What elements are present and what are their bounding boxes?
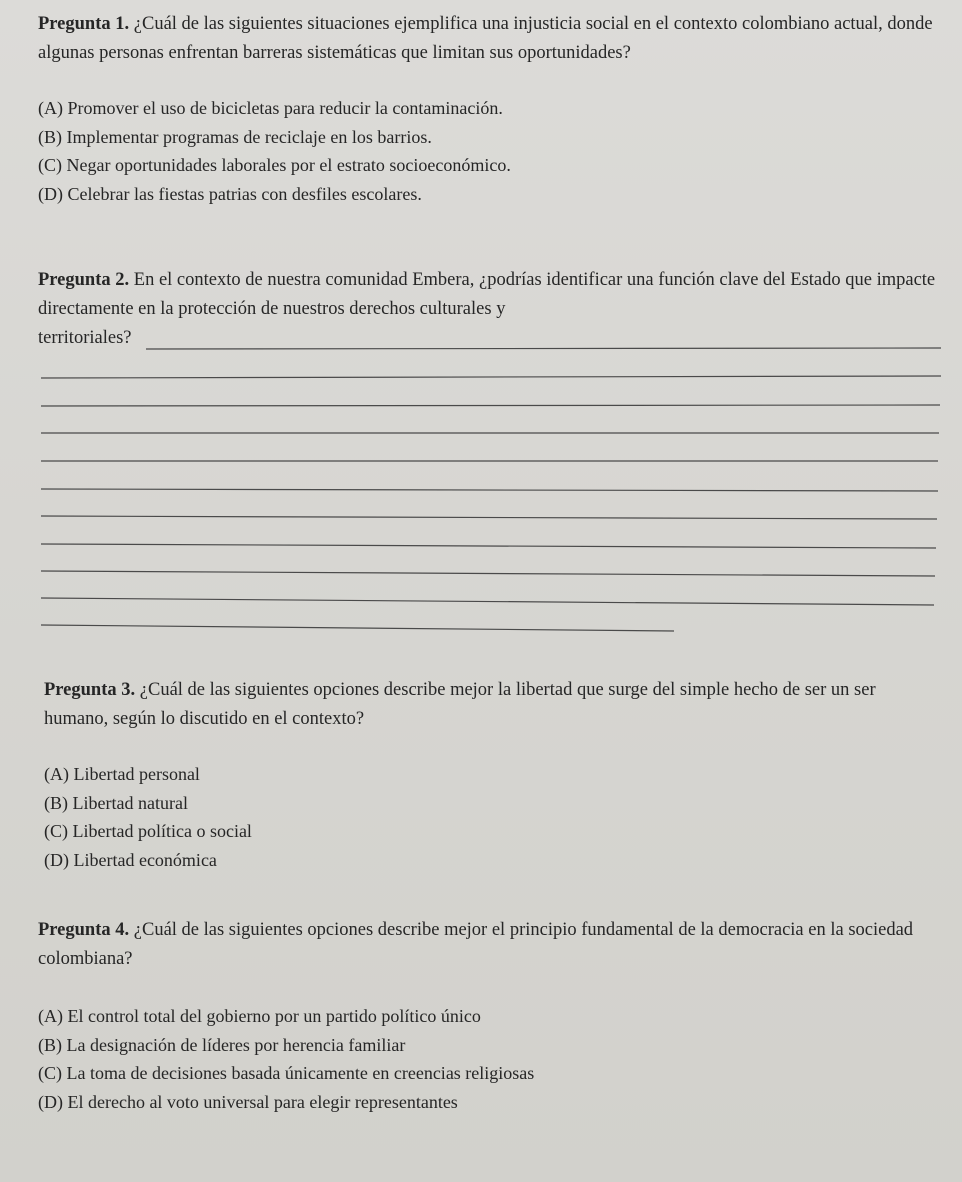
question-3-option-b[interactable]: (B) Libertad natural xyxy=(44,792,188,813)
question-4-options xyxy=(38,1002,942,1116)
answer-line-9[interactable] xyxy=(41,571,935,576)
answer-lines-svg xyxy=(38,325,942,645)
question-3-option-d[interactable]: (D) Libertad económica xyxy=(44,849,217,870)
question-2-text: En el contexto de nuestra comunidad Embera, ¿podrías identificar una función clave del Estado que impacte directamente en la protección de nuestros derechos culturales y xyxy=(38,270,936,319)
answer-line-2[interactable] xyxy=(41,376,941,378)
question-2-text-tail: territoriales? xyxy=(38,328,132,348)
question-3-number: Pregunta 3. xyxy=(44,680,136,700)
answer-line-8[interactable] xyxy=(41,544,936,548)
question-1-text: ¿Cuál de las siguientes situaciones ejemplifica una injusticia social en el contexto colombiano actual, donde algunas personas enfrentan barreras sistemáticas que limitan sus oportunidades? xyxy=(38,14,933,63)
question-3-text: ¿Cuál de las siguientes opciones describe mejor la libertad que surge del simple hecho de ser un ser humano, según lo discutido en el contexto? xyxy=(44,680,876,729)
answer-line-6[interactable] xyxy=(41,489,938,491)
question-1-options xyxy=(38,94,942,208)
question-1-option-d[interactable]: (D) Celebrar las fiestas patrias con desfiles escolares. xyxy=(38,183,422,204)
question-1 xyxy=(38,10,942,208)
question-4-stem xyxy=(38,916,942,974)
question-1-number: Pregunta 1. xyxy=(38,14,130,34)
question-1-option-a[interactable]: (A) Promover el uso de bicicletas para reducir la contaminación. xyxy=(38,98,503,118)
question-3-stem xyxy=(44,676,942,734)
question-2-number: Pregunta 2. xyxy=(38,270,130,290)
question-1-option-b[interactable]: (B) Implementar programas de reciclaje en los barrios. xyxy=(38,126,432,147)
question-4-option-b[interactable]: (B) La designación de líderes por herencia familiar xyxy=(38,1034,406,1055)
question-4-text: ¿Cuál de las siguientes opciones describe mejor el principio fundamental de la democracia en la sociedad colombiana? xyxy=(38,920,914,969)
question-2-answer-area[interactable] xyxy=(38,325,942,645)
question-1-option-c[interactable]: (C) Negar oportunidades laborales por el estrato socioeconómico. xyxy=(38,155,511,175)
question-4-option-d[interactable]: (D) El derecho al voto universal para elegir representantes xyxy=(38,1091,458,1112)
answer-line-1[interactable] xyxy=(146,348,941,349)
question-4 xyxy=(38,916,942,1116)
answer-line-10[interactable] xyxy=(41,598,934,605)
question-4-number: Pregunta 4. xyxy=(38,920,130,940)
answer-line-11[interactable] xyxy=(41,625,674,631)
question-3-option-a[interactable]: (A) Libertad personal xyxy=(44,764,200,784)
question-3 xyxy=(44,676,942,874)
answer-line-3[interactable] xyxy=(41,405,940,406)
question-3-options xyxy=(44,760,942,874)
answer-line-7[interactable] xyxy=(41,516,937,519)
question-4-option-a[interactable]: (A) El control total del gobierno por un partido político único xyxy=(38,1006,481,1026)
question-4-option-c[interactable]: (C) La toma de decisiones basada únicamente en creencias religiosas xyxy=(38,1063,535,1083)
question-3-option-c[interactable]: (C) Libertad política o social xyxy=(44,821,252,841)
question-1-stem xyxy=(38,10,942,68)
